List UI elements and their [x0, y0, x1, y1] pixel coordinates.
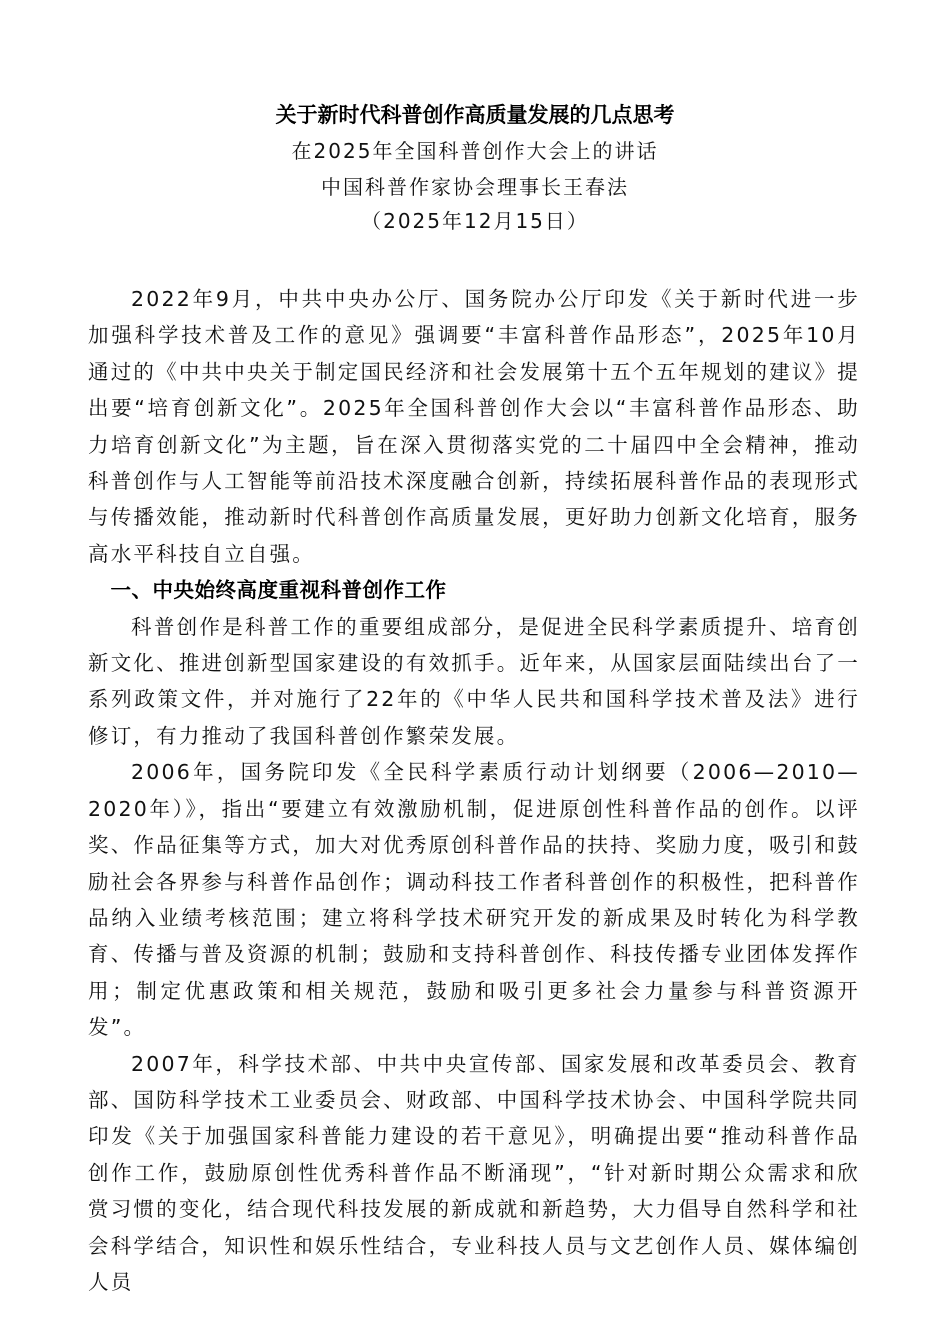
section-paragraph: 科普创作是科普工作的重要组成部分，是促进全民科学素质提升、培育创新文化、推进创新型国家建设的有效抓手。近年来，从国家层面陆续出台了一系列政策文件，并对施行了22年的《中华人民共和国科学技术普及法》进行修订，有力推动了我国科普创作繁荣发展。 [88, 614, 860, 748]
section-paragraph: 2006年，国务院印发《全民科学素质行动计划纲要（2006—2010—2020年）》，指出“要建立有效激励机制，促进原创性科普作品的创作。以评奖、作品征集等方式，加大对优秀原创科普作品的扶持、奖励力度，吸引和鼓励社会各界参与科普作品创作；调动科技工作者科普创作的积极性，把科普作品纳入业绩考核范围；建立将科学技术研究开发的新成果及时转化为科学教育、传播与普及资源的机制；鼓励和支持科普创作、科技传播专业团体发挥作用；制定优惠政策和相关规范，鼓励和吸引更多社会力量参与科普资源开发”。 [88, 760, 860, 1040]
document-subtitle: 在2025年全国科普创作大会上的讲话 [291, 139, 659, 163]
section-paragraph: 2007年，科学技术部、中共中央宣传部、国家发展和改革委员会、教育部、国防科学技术工业委员会、财政部、中国科学技术协会、中国科学院共同印发《关于加强国家科普能力建设的若干意见》，明确提出要“推动科普作品创作工作，鼓励原创性优秀科普作品不断涌现”，“针对新时期公众需求和欣赏习惯的变化，结合现代科技发展的新成就和新趋势，大力倡导自然科学和社会科学结合，知识性和娱乐性结合，专业科技人员与文艺创作人员、媒体编创人员 [88, 1051, 860, 1294]
intro-paragraph: 2022年9月，中共中央办公厅、国务院办公厅印发《关于新时代进一步加强科学技术普及工作的意见》强调要“丰富科普作品形态”，2025年10月通过的《中共中央关于制定国民经济和社会发展第十五个五年规划的建议》提出要“培育创新文化”。2025年全国科普创作大会以“丰富科普作品形态、助力培育创新文化”为主题，旨在深入贯彻落实党的二十届四中全会精神，推动科普创作与人工智能等前沿技术深度融合创新，持续拓展科普作品的表现形式与传播效能，推动新时代科普创作高质量发展，更好助力创新文化培育，服务高水平科技自立自强。 [88, 287, 860, 566]
section-heading: 一、中央始终高度重视科普创作工作 [110, 578, 447, 603]
speaker-line: 中国科普作家协会理事长王春法 [321, 175, 629, 199]
speech-date: （2025年12月15日） [361, 209, 589, 233]
document-body [88, 281, 860, 1300]
document-title: 关于新时代科普创作高质量发展的几点思考 [275, 102, 675, 127]
